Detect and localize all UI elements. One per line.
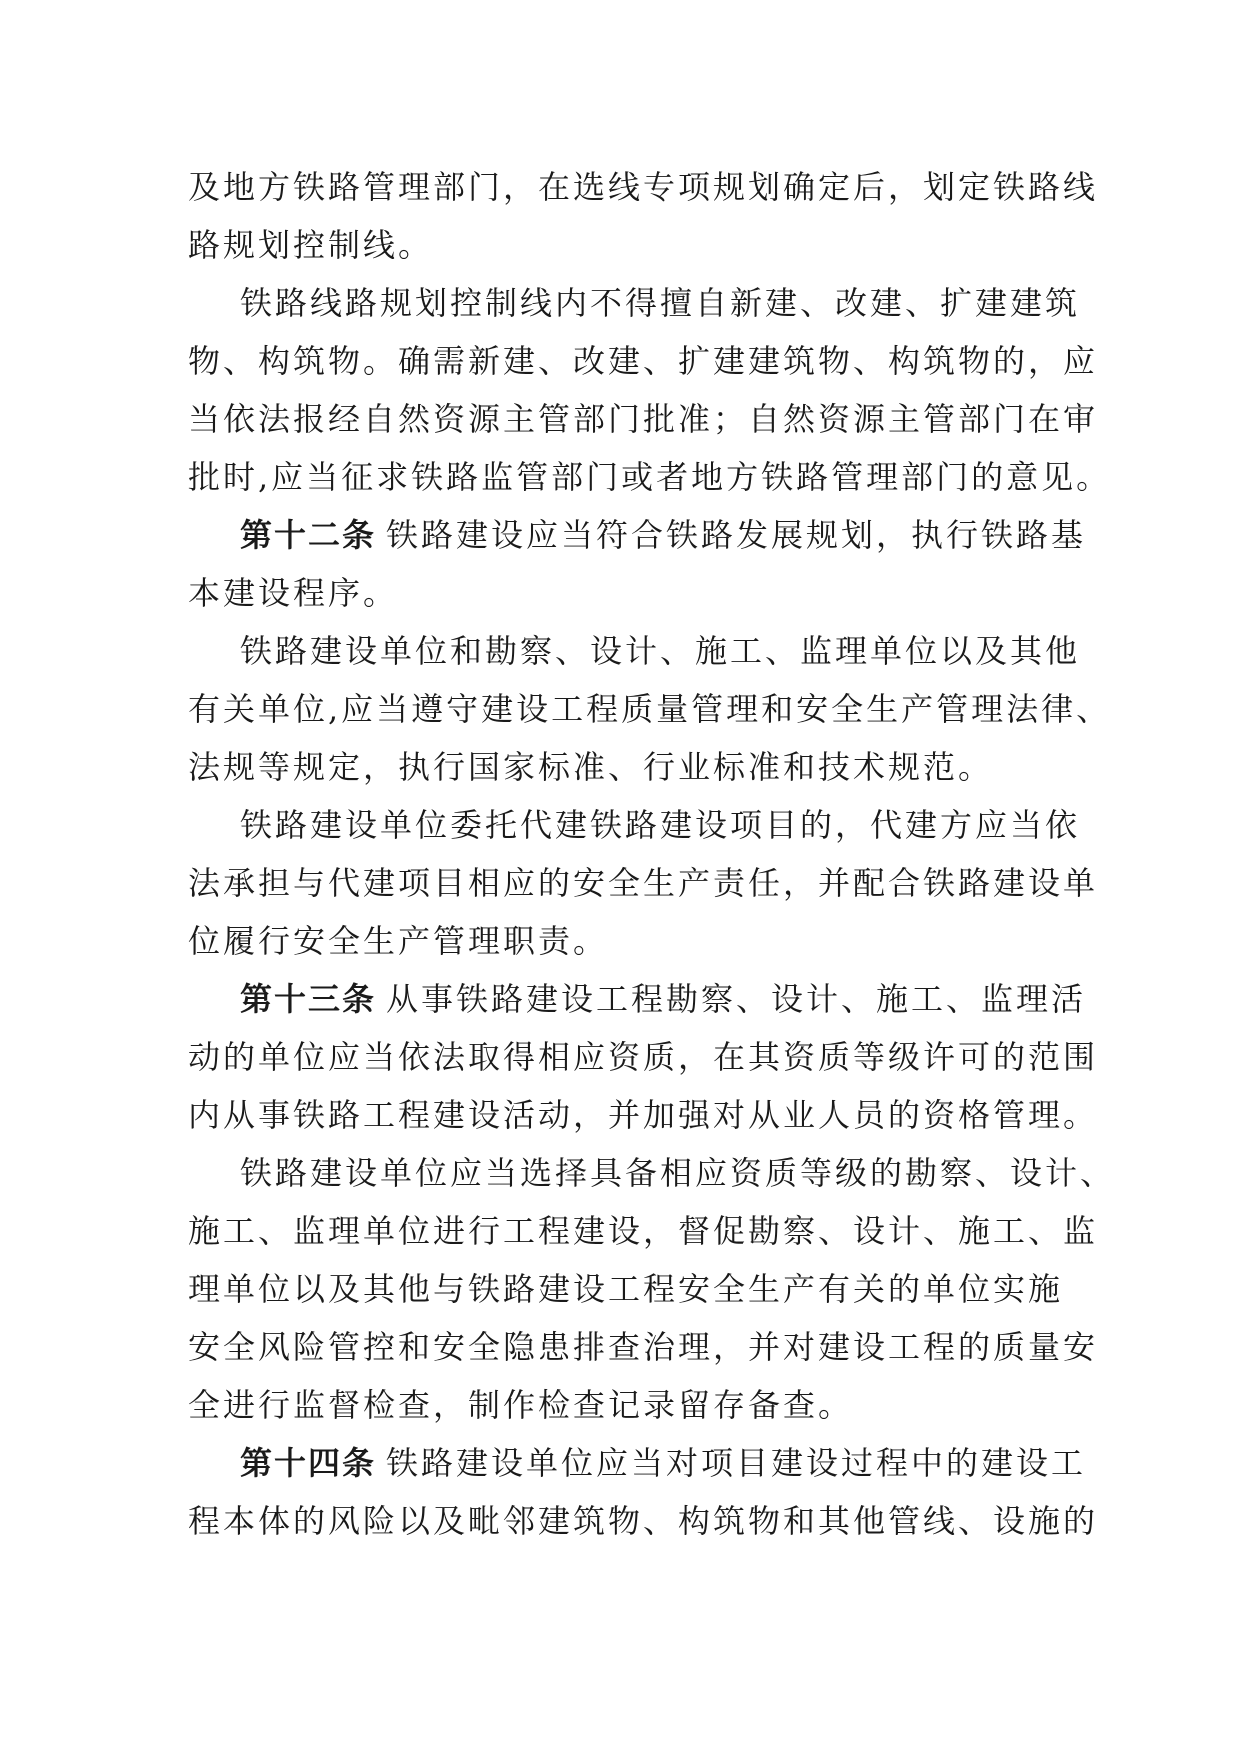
- article-line: [188, 970, 1087, 1028]
- line-text: 物、构筑物。确需新建、改建、扩建建筑物、构筑物的，应: [188, 342, 1099, 380]
- text-line: [188, 1202, 1099, 1260]
- line-text: 法规等规定，执行国家标准、行业标准和技术规范。: [188, 748, 994, 786]
- text-line: [188, 390, 1099, 448]
- line-text: 铁路线路规划控制线内不得擅自新建、改建、扩建建筑: [240, 284, 1081, 322]
- text-line: [188, 332, 1099, 390]
- line-text: 内从事铁路工程建设活动，并加强对从业人员的资格管理。: [188, 1096, 1099, 1134]
- article-label: 第十四条: [240, 1444, 377, 1482]
- line-text: 施工、监理单位进行工程建设，督促勘察、设计、施工、监: [188, 1212, 1099, 1250]
- line-text: 法承担与代建项目相应的安全生产责任，并配合铁路建设单: [188, 864, 1099, 902]
- text-line: [188, 622, 1081, 680]
- text-line: [188, 738, 1068, 796]
- line-text: 路规划控制线。: [188, 226, 434, 264]
- line-text: 铁路建设单位应当对项目建设过程中的建设工: [386, 1444, 1087, 1482]
- line-text: 铁路建设单位委托代建铁路建设项目的，代建方应当依: [240, 806, 1081, 844]
- line-text: 位履行安全生产管理职责。: [188, 922, 609, 960]
- line-text: 铁路建设应当符合铁路发展规划，执行铁路基: [386, 516, 1087, 554]
- article-line: [188, 1434, 1087, 1492]
- text-line: [188, 1086, 1099, 1144]
- line-text: 当依法报经自然资源主管部门批准；自然资源主管部门在审: [188, 400, 1099, 438]
- text-line: [188, 158, 1099, 216]
- line-text: 程本体的风险以及毗邻建筑物、构筑物和其他管线、设施的: [188, 1502, 1099, 1540]
- line-text: 从事铁路建设工程勘察、设计、施工、监理活: [386, 980, 1087, 1018]
- text-line: [188, 216, 1068, 274]
- line-text: 铁路建设单位和勘察、设计、施工、监理单位以及其他: [240, 632, 1081, 670]
- text-line: [188, 564, 1068, 622]
- text-line: [188, 680, 1112, 738]
- line-text: 安全风险管控和安全隐患排查治理，并对建设工程的质量安: [188, 1328, 1099, 1366]
- text-line: [188, 1028, 1099, 1086]
- line-text: 铁路建设单位应当选择具备相应资质等级的勘察、设计、: [240, 1154, 1116, 1192]
- article-label: 第十二条: [240, 516, 377, 554]
- text-line: [188, 274, 1081, 332]
- line-text: 批时,应当征求铁路监管部门或者地方铁路管理部门的意见。: [188, 458, 1112, 496]
- text-line: [188, 1260, 1068, 1318]
- article-label: 第十三条: [240, 980, 377, 1018]
- line-text: 全进行监督检查，制作检查记录留存备查。: [188, 1386, 854, 1424]
- text-line: [188, 1318, 1099, 1376]
- line-text: 理单位以及其他与铁路建设工程安全生产有关的单位实施: [188, 1270, 1064, 1308]
- body-text: [188, 158, 1116, 1550]
- article-line: [188, 506, 1087, 564]
- line-text: 动的单位应当依法取得相应资质，在其资质等级许可的范围: [188, 1038, 1099, 1076]
- text-line: [188, 1492, 1099, 1550]
- line-text: 本建设程序。: [188, 574, 399, 612]
- line-text: 及地方铁路管理部门，在选线专项规划确定后，划定铁路线: [188, 168, 1099, 206]
- text-line: [188, 796, 1081, 854]
- text-line: [188, 1144, 1116, 1202]
- text-line: [188, 912, 1068, 970]
- text-line: [188, 854, 1099, 912]
- text-line: [188, 1376, 1068, 1434]
- text-line: [188, 448, 1112, 506]
- line-text: 有关单位,应当遵守建设工程质量管理和安全生产管理法律、: [188, 690, 1112, 728]
